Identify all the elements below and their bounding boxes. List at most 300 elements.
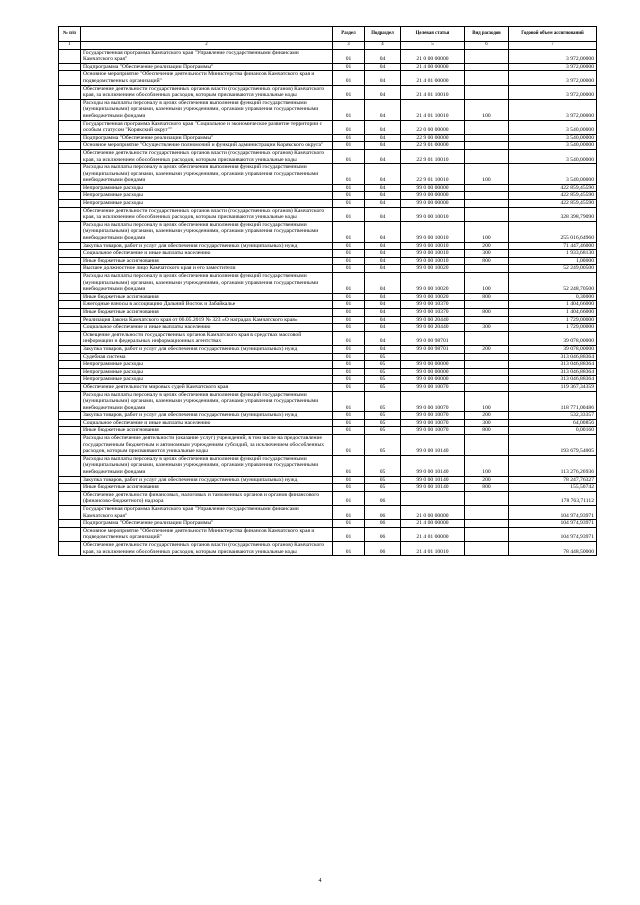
table-row [59,293,597,301]
table-row [59,192,597,200]
row-num-cell [59,391,81,412]
row-subsection-cell: 05 [365,427,401,435]
row-amount-cell: 255 016,64960 [509,221,597,242]
row-subsection-cell: 06 [365,506,401,520]
row-amount-cell: 313 046,88364 [509,376,597,384]
row-section-cell: 01 [333,250,365,258]
row-subsection-cell: 05 [365,412,401,420]
row-name-cell: Основное мероприятие "Обеспечение деятельности Министерства финансов Камчатского края и подведомственных организаций" [81,71,333,85]
row-amount-cell: 3 540,00000 [509,142,597,150]
row-section-cell: 01 [333,412,365,420]
budget-table-sheet [58,26,596,556]
row-amount-cell: 313 046,88364 [509,353,597,361]
row-num-cell [59,484,81,492]
row-expense-type-cell: 200 [465,242,509,250]
table-row [59,200,597,208]
table-row [59,120,597,134]
table-row [59,484,597,492]
row-target-cell: 99 0 00 10010 [401,257,465,265]
row-section-cell: 01 [333,324,365,332]
row-num-cell [59,142,81,150]
table-row [59,520,597,528]
row-amount-cell: 1 933,68130 [509,250,597,258]
row-name-cell: Реализация Закона Камчатского края от 06.05.2019 № 323 «О наградах Камчатского края» [81,316,333,324]
row-name-cell: Основное мероприятие "Осуществление полномочий и функций администрации Корякского округа" [81,142,333,150]
row-expense-type-cell [465,353,509,361]
row-subsection-cell: 04 [365,324,401,332]
row-section-cell: 01 [333,491,365,505]
row-section-cell: 01 [333,134,365,142]
row-subsection-cell: 04 [365,257,401,265]
row-num-cell [59,257,81,265]
row-amount-cell: 3 540,00000 [509,164,597,185]
row-amount-cell: 3 972,00000 [509,85,597,99]
row-subsection-cell: 05 [365,455,401,476]
row-amount-cell: 78 247,76327 [509,476,597,484]
row-num-cell [59,149,81,163]
row-expense-type-cell: 300 [465,419,509,427]
row-subsection-cell: 04 [365,265,401,273]
row-subsection-cell: 04 [365,164,401,185]
row-expense-type-cell [465,376,509,384]
row-expense-type-cell [465,316,509,324]
table-row [59,63,597,71]
row-section-cell: 01 [333,301,365,309]
column-number-row [59,42,597,50]
row-section-cell: 01 [333,368,365,376]
row-section-cell: 01 [333,192,365,200]
row-section-cell: 01 [333,455,365,476]
table-row [59,142,597,150]
row-section-cell: 01 [333,273,365,294]
row-target-cell: 99 0 00 00000 [401,200,465,208]
row-expense-type-cell [465,506,509,520]
row-target-cell: 99 0 00 10010 [401,250,465,258]
row-amount-cell: 113 276,26936 [509,455,597,476]
table-row [59,435,597,456]
header-expense-type: Вид расходов [465,27,509,42]
row-num-cell [59,301,81,309]
row-num-cell [59,273,81,294]
header-num: № п/п [59,27,81,42]
row-target-cell [401,491,465,505]
row-num-cell [59,316,81,324]
table-row [59,184,597,192]
row-target-cell: 99 0 00 10020 [401,265,465,273]
row-expense-type-cell [465,207,509,221]
row-section-cell: 01 [333,63,365,71]
row-target-cell: 99 0 00 10070 [401,427,465,435]
header-target: Целевая статья [401,27,465,42]
row-subsection-cell: 04 [365,250,401,258]
row-section-cell: 01 [333,345,365,353]
row-num-cell [59,541,81,555]
row-subsection-cell: 04 [365,184,401,192]
row-amount-cell: 0,00160 [509,427,597,435]
row-expense-type-cell: 300 [465,250,509,258]
row-amount-cell: 3 972,00000 [509,49,597,63]
row-subsection-cell: 04 [365,242,401,250]
row-expense-type-cell [465,134,509,142]
row-section-cell: 01 [333,308,365,316]
row-expense-type-cell: 200 [465,412,509,420]
row-subsection-cell: 04 [365,273,401,294]
table-row [59,427,597,435]
table-row [59,376,597,384]
row-section-cell: 01 [333,391,365,412]
row-amount-cell: 52 249,00500 [509,265,597,273]
row-amount-cell: 1,00000 [509,257,597,265]
row-subsection-cell: 04 [365,99,401,120]
row-num-cell [59,506,81,520]
row-target-cell: 22 9 01 10010 [401,164,465,185]
row-expense-type-cell: 800 [465,308,509,316]
row-name-cell: Обеспечение деятельности государственных органов власти (государственных органов) Камчатского края, за исключением обособленных расходов, которым присваиваются уникальные коды [81,541,333,555]
row-target-cell: 99 0 00 10070 [401,412,465,420]
row-target-cell: 99 0 00 10010 [401,207,465,221]
row-subsection-cell: 04 [365,293,401,301]
row-amount-cell: 104 974,93971 [509,506,597,520]
row-num-cell [59,63,81,71]
row-subsection-cell: 04 [365,316,401,324]
row-subsection-cell: 05 [365,361,401,369]
row-num-cell [59,293,81,301]
row-target-cell: 99 0 00 10140 [401,455,465,476]
row-subsection-cell: 04 [365,308,401,316]
row-num-cell [59,200,81,208]
row-name-cell: Расходы на обеспечение деятельности (оказание услуг) учреждений, в том числе на предоставление государственным бюджетным и автономным учреждениям субсидий, за исключением обособленных расходов, которым присваиваются уникальные коды [81,435,333,456]
row-name-cell: Расходы на выплаты персоналу в целях обеспечения выполнения функций государственными (муниципальными) органами, казенными учреждениями, органами управления государственными внебюджетными фондами [81,391,333,412]
row-subsection-cell: 04 [365,200,401,208]
row-amount-cell: 193 679,54005 [509,435,597,456]
row-section-cell: 01 [333,207,365,221]
row-amount-cell: 532,33357 [509,412,597,420]
row-name-cell: Расходы на выплаты персоналу в целях обеспечения выполнения функций государственными (муниципальными) органами, казенными учреждениями, органами управления государственными внебюджетными фондами [81,455,333,476]
row-target-cell: 99 0 00 98701 [401,345,465,353]
row-expense-type-cell: 200 [465,476,509,484]
row-subsection-cell: 05 [365,376,401,384]
row-target-cell: 21 4 01 10010 [401,541,465,555]
row-expense-type-cell: 200 [465,345,509,353]
col-number: 7 [509,42,597,50]
row-target-cell: 99 0 00 10010 [401,242,465,250]
row-subsection-cell: 04 [365,331,401,345]
table-body [59,49,597,556]
row-subsection-cell: 04 [365,49,401,63]
row-target-cell: 99 0 00 10020 [401,293,465,301]
row-expense-type-cell [465,49,509,63]
row-num-cell [59,49,81,63]
row-subsection-cell: 04 [365,142,401,150]
row-amount-cell: 3 540,00000 [509,120,597,134]
row-section-cell: 01 [333,376,365,384]
header-section: Раздел [333,27,365,42]
row-target-cell: 22 0 00 00000 [401,120,465,134]
row-subsection-cell: 04 [365,301,401,309]
row-expense-type-cell: 100 [465,273,509,294]
table-row [59,134,597,142]
row-num-cell [59,250,81,258]
row-target-cell: 99 0 00 10070 [401,419,465,427]
table-row [59,265,597,273]
row-name-cell: Обеспечение деятельности государственных органов власти (государственных органов) Камчатского края, за исключением обособленных расходов, которым присваиваются уникальные коды [81,85,333,99]
row-name-cell: Непрограммные расходы [81,376,333,384]
table-row [59,71,597,85]
row-name-cell: Иные бюджетные ассигнования [81,257,333,265]
row-amount-cell: 0,30000 [509,293,597,301]
row-subsection-cell: 05 [365,353,401,361]
page-number: 4 [318,878,322,884]
table-row [59,242,597,250]
row-amount-cell: 155,50742 [509,484,597,492]
row-num-cell [59,120,81,134]
table-row [59,316,597,324]
table-row [59,221,597,242]
row-name-cell: Непрограммные расходы [81,361,333,369]
row-target-cell: 99 0 00 10070 [401,391,465,412]
row-expense-type-cell [465,435,509,456]
table-row [59,368,597,376]
row-subsection-cell: 06 [365,527,401,541]
table-row [59,99,597,120]
row-section-cell: 01 [333,435,365,456]
row-expense-type-cell [465,491,509,505]
row-name-cell: Закупка товаров, работ и услуг для обеспечения государственных (муниципальных) нужд [81,476,333,484]
row-section-cell: 01 [333,120,365,134]
row-expense-type-cell [465,368,509,376]
row-target-cell: 21 0 00 00000 [401,49,465,63]
row-section-cell: 01 [333,293,365,301]
row-expense-type-cell: 800 [465,293,509,301]
row-num-cell [59,71,81,85]
row-target-cell: 21 4 01 00000 [401,527,465,541]
table-row [59,324,597,332]
table-row [59,331,597,345]
row-target-cell: 99 0 00 00000 [401,192,465,200]
row-num-cell [59,491,81,505]
table-row [59,353,597,361]
row-name-cell: Подпрограмма "Обеспечение реализации Программы" [81,63,333,71]
row-name-cell: Социальное обеспечение и иные выплаты населению [81,324,333,332]
row-section-cell: 01 [333,484,365,492]
row-expense-type-cell: 100 [465,455,509,476]
row-target-cell: 99 0 00 20440 [401,316,465,324]
row-amount-cell: 78 448,50000 [509,541,597,555]
row-num-cell [59,99,81,120]
row-num-cell [59,361,81,369]
row-subsection-cell: 04 [365,345,401,353]
row-name-cell: Закупка товаров, работ и услуг для обеспечения государственных (муниципальных) нужд [81,345,333,353]
row-section-cell: 01 [333,520,365,528]
row-target-cell: 99 0 00 10070 [401,383,465,391]
row-target-cell: 21 4 00 00000 [401,520,465,528]
row-subsection-cell: 04 [365,134,401,142]
row-num-cell [59,383,81,391]
row-amount-cell: 3 972,00000 [509,99,597,120]
table-row [59,361,597,369]
table-row [59,164,597,185]
row-section-cell: 01 [333,506,365,520]
row-num-cell [59,164,81,185]
row-amount-cell: 64,00856 [509,419,597,427]
row-target-cell: 99 0 00 10140 [401,484,465,492]
row-name-cell: Основное мероприятие "Обеспечение деятельности Министерства финансов Камчатского края и подведомственных организаций" [81,527,333,541]
row-expense-type-cell: 800 [465,257,509,265]
row-subsection-cell: 04 [365,71,401,85]
row-num-cell [59,345,81,353]
row-section-cell: 01 [333,200,365,208]
row-amount-cell: 1 404,66000 [509,301,597,309]
row-num-cell [59,412,81,420]
row-amount-cell: 1 729,00000 [509,316,597,324]
row-section-cell: 01 [333,265,365,273]
row-name-cell: Судебная система [81,353,333,361]
row-subsection-cell: 05 [365,476,401,484]
table-row [59,207,597,221]
row-expense-type-cell [465,301,509,309]
row-expense-type-cell [465,192,509,200]
row-num-cell [59,527,81,541]
row-name-cell: Иные бюджетные ассигнования [81,427,333,435]
row-subsection-cell: 04 [365,207,401,221]
row-expense-type-cell: 800 [465,427,509,435]
row-target-cell: 99 0 00 20440 [401,324,465,332]
row-name-cell: Расходы на выплаты персоналу в целях обеспечения выполнения функций государственными (муниципальными) органами, казенными учреждениями, органами управления государственными внебюджетными фондами [81,221,333,242]
row-name-cell: Государственная программа Камчатского края "Социальное и экономическое развитие территории с особым статусом "Корякский округ"" [81,120,333,134]
row-section-cell: 01 [333,71,365,85]
row-subsection-cell: 05 [365,383,401,391]
row-name-cell: Непрограммные расходы [81,192,333,200]
row-expense-type-cell [465,184,509,192]
row-target-cell: 99 0 00 10020 [401,273,465,294]
row-name-cell: Обеспечение деятельности государственных органов власти (государственных органов) Камчатского края, за исключением обособленных расходов, которым присваиваются уникальные коды [81,149,333,163]
row-amount-cell: 3 540,00000 [509,134,597,142]
row-section-cell: 01 [333,184,365,192]
row-target-cell: 99 0 00 00000 [401,184,465,192]
row-section-cell: 01 [333,541,365,555]
row-target-cell: 99 0 00 00000 [401,376,465,384]
row-amount-cell: 422 859,45590 [509,184,597,192]
row-section-cell: 01 [333,242,365,250]
col-number: 5 [401,42,465,50]
row-section-cell: 01 [333,427,365,435]
row-expense-type-cell: 100 [465,164,509,185]
row-name-cell: Закупка товаров, работ и услуг для обеспечения государственных (муниципальных) нужд [81,412,333,420]
row-num-cell [59,134,81,142]
row-name-cell: Иные бюджетные ассигнования [81,484,333,492]
row-name-cell: Закупка товаров, работ и услуг для обеспечения государственных (муниципальных) нужд [81,242,333,250]
row-target-cell: 99 0 00 10010 [401,221,465,242]
row-target-cell: 99 0 00 10140 [401,435,465,456]
row-target-cell: 21 4 01 10010 [401,99,465,120]
table-row [59,455,597,476]
row-amount-cell: 118 771,00486 [509,391,597,412]
table-row [59,149,597,163]
row-num-cell [59,331,81,345]
row-expense-type-cell: 300 [465,324,509,332]
row-subsection-cell: 04 [365,149,401,163]
table-row [59,506,597,520]
row-target-cell: 99 0 00 10370 [401,308,465,316]
row-num-cell [59,242,81,250]
row-section-cell: 01 [333,149,365,163]
row-name-cell: Непрограммные расходы [81,368,333,376]
table-row [59,273,597,294]
row-amount-cell: 1 404,66000 [509,308,597,316]
row-expense-type-cell: 100 [465,99,509,120]
budget-table [58,26,597,556]
row-section-cell: 01 [333,49,365,63]
row-section-cell: 01 [333,476,365,484]
row-num-cell [59,207,81,221]
col-number: 2 [81,42,333,50]
row-subsection-cell: 04 [365,120,401,134]
row-name-cell: Обеспечение деятельности финансовых, налоговых и таможенных органов и органов финансового (финансово-бюджетного) надзора [81,491,333,505]
row-target-cell [401,353,465,361]
row-amount-cell: 52 248,70500 [509,273,597,294]
row-section-cell: 01 [333,257,365,265]
row-name-cell: Освещение деятельности государственных органов Камчатского края в средствах массовой информации и федеральных информационных агентствах [81,331,333,345]
table-row [59,419,597,427]
row-name-cell: Расходы на выплаты персоналу в целях обеспечения выполнения функций государственными (муниципальными) органами, казенными учреждениями, органами управления государственными внебюджетными фондами [81,99,333,120]
row-expense-type-cell: 800 [465,484,509,492]
row-name-cell: Иные бюджетные ассигнования [81,293,333,301]
row-num-cell [59,435,81,456]
row-expense-type-cell [465,149,509,163]
row-target-cell: 22 9 01 00000 [401,142,465,150]
row-target-cell: 99 0 00 10370 [401,301,465,309]
table-row [59,491,597,505]
row-expense-type-cell [465,383,509,391]
col-number: 6 [465,42,509,50]
row-section-cell: 01 [333,85,365,99]
table-row [59,527,597,541]
row-subsection-cell: 05 [365,391,401,412]
row-subsection-cell: 06 [365,491,401,505]
row-name-cell: Обеспечение деятельности государственных органов власти (государственных органов) Камчатского края, за исключением обособленных расходов, которым присваиваются уникальные коды [81,207,333,221]
row-expense-type-cell [465,527,509,541]
row-expense-type-cell [465,63,509,71]
row-amount-cell: 313 046,88364 [509,368,597,376]
row-target-cell: 99 0 00 00000 [401,368,465,376]
row-subsection-cell: 04 [365,192,401,200]
col-number: 4 [365,42,401,50]
row-name-cell: Высшее должностное лицо Камчатского края и его заместители [81,265,333,273]
row-num-cell [59,353,81,361]
row-amount-cell: 313 046,88364 [509,361,597,369]
row-name-cell: Иные бюджетные ассигнования [81,308,333,316]
row-section-cell: 01 [333,99,365,120]
row-amount-cell: 119 367,34359 [509,383,597,391]
row-num-cell [59,427,81,435]
header-amount: Годовой объем ассигнований [509,27,597,42]
row-name-cell: Непрограммные расходы [81,184,333,192]
row-name-cell: Расходы на выплаты персоналу в целях обеспечения выполнения функций государственными (муниципальными) органами, казенными учреждениями, органами управления государственными внебюджетными фондами [81,273,333,294]
row-target-cell: 22 9 00 00000 [401,134,465,142]
row-section-cell: 01 [333,142,365,150]
row-amount-cell: 3 972,00000 [509,63,597,71]
row-amount-cell: 328 398,79090 [509,207,597,221]
row-expense-type-cell [465,71,509,85]
row-subsection-cell: 06 [365,520,401,528]
table-row [59,345,597,353]
row-amount-cell: 422 859,45590 [509,192,597,200]
row-target-cell: 99 0 00 10140 [401,476,465,484]
row-section-cell: 01 [333,419,365,427]
row-section-cell: 01 [333,353,365,361]
table-row [59,391,597,412]
row-expense-type-cell [465,361,509,369]
